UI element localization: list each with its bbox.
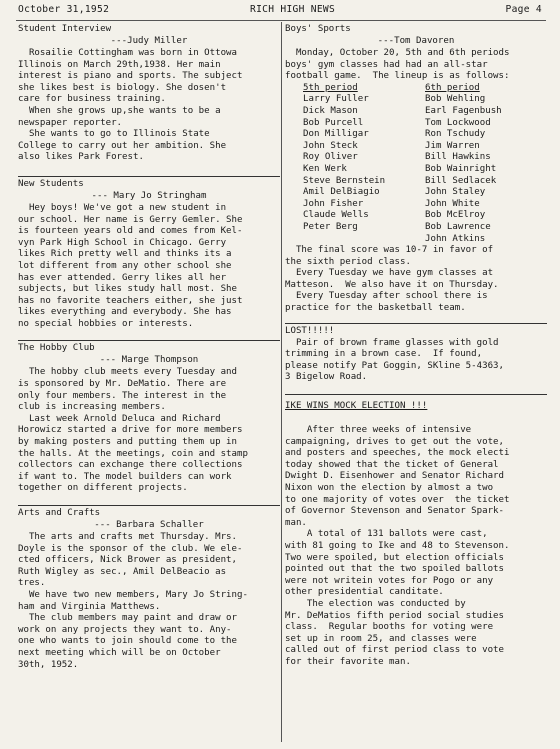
text-line: The club members may paint and draw or <box>18 613 237 624</box>
text-line: please notify Pat Goggin, SKline 5-4363, <box>285 360 504 371</box>
text-line: called out of first period class to vote <box>285 645 504 656</box>
lineup-player-5th: Claude Wells <box>303 210 369 221</box>
header-date: October 31,1952 <box>18 4 110 15</box>
text-line: Every Tuesday we have gym classes at <box>285 268 494 279</box>
article-title: Arts and Crafts <box>18 508 101 518</box>
header-paper-name: RICH HIGH NEWS <box>250 4 336 15</box>
notice-body <box>285 338 547 384</box>
hobby-club-article <box>18 343 280 495</box>
lineup-player-6th: Earl Fagenbush <box>425 105 502 116</box>
text-line: A total of 131 ballots were cast, <box>285 529 488 540</box>
lineup-header-5th: 5th period <box>303 82 358 93</box>
lineup-player-5th: Steve Bernstein <box>303 175 386 186</box>
article-title: Boys' Sports <box>285 24 351 34</box>
text-line: is fourteen years old and comes from Kel- <box>18 226 243 237</box>
lineup-table <box>303 83 547 245</box>
lineup-player-6th: Tom Lockwood <box>425 117 491 128</box>
text-line: cted officers, Nick Brower as president, <box>18 555 237 566</box>
text-line: ham and Virginia Matthews. <box>18 601 161 612</box>
text-line: Dwight D. Eisenhower and Senator Richard <box>285 471 504 482</box>
text-line: Mr. DeMatios fifth period social studies <box>285 610 504 621</box>
text-line: tres. <box>18 578 46 589</box>
text-line: Ruth Wigley as sec., Amil DelBeacio as <box>18 566 227 577</box>
article-outro <box>285 245 547 315</box>
lineup-player-6th: Bill Hawkins <box>425 152 491 163</box>
text-line: After three weeks of intensive <box>285 425 472 436</box>
text-line: campaigning, drives to get out the vote, <box>285 436 504 447</box>
text-line: Horowicz started a drive for more members <box>18 425 243 436</box>
notice-title: LOST!!!!! <box>285 325 335 336</box>
election-article <box>285 401 547 668</box>
text-line: no special hobbies or interests. <box>18 318 194 329</box>
article-body <box>285 425 547 668</box>
text-line: she likes best is biology. She dosen't <box>18 82 227 93</box>
lineup-player-6th: Bill Sedlacek <box>425 175 497 186</box>
text-line: The election was conducted by <box>285 598 466 609</box>
lineup-player-5th: Roy Oliver <box>303 152 358 163</box>
text-line: our school. Her name is Gerry Gemler. She <box>18 214 243 225</box>
left-column <box>18 24 280 671</box>
lineup-player-6th: John White <box>425 198 480 209</box>
article-byline: --- Barbara Schaller <box>94 520 204 530</box>
text-line: by making posters and putting them up in <box>18 437 237 448</box>
lineup-player-5th: Peter Berg <box>303 221 358 232</box>
lineup-player-5th: Amil DelBiagio <box>303 187 380 198</box>
lineup-player-5th: Larry Fuller <box>303 94 369 105</box>
article-byline: ---Tom Davoren <box>377 36 455 46</box>
text-line: Monday, October 20, 5th and 6th periods <box>285 48 510 58</box>
boys-sports-article <box>285 24 547 315</box>
text-line: set up in room 25, and classes were <box>285 633 477 644</box>
text-line: practice for the basketball team. <box>285 303 466 314</box>
text-line: newspaper reporter. <box>18 117 123 128</box>
text-line: likes everything and everybody. She has <box>18 307 232 318</box>
text-line: vyn Park High School in Chicago. Gerry <box>18 237 227 248</box>
text-line: Last week Arnold Deluca and Richard <box>18 413 221 424</box>
text-line: the sixth period class. <box>285 256 411 267</box>
text-line: next meeting which will be on October <box>18 647 221 658</box>
text-line: has ever attended. Gerry likes all her <box>18 272 227 283</box>
lineup-player-5th: Bob Purcell <box>303 117 364 128</box>
article-body <box>18 367 280 495</box>
text-line: Doyle is the sponsor of the club. We ele- <box>18 543 243 554</box>
text-line: Rosailie Cottingham was born in Ottowa <box>18 48 237 58</box>
lineup-player-5th: Don Milligar <box>303 129 369 140</box>
lineup-player-5th <box>303 234 421 246</box>
text-line: She wants to go to Illinois State <box>18 129 210 140</box>
lineup-player-5th: Dick Mason <box>303 105 358 116</box>
text-line: Every Tuesday after school there is <box>285 291 488 302</box>
text-line: and posters and speeches, the mock electi <box>285 448 510 459</box>
lineup-player-6th: Bob Wehling <box>425 94 486 105</box>
text-line: Two were spoiled, but election officials <box>285 552 504 563</box>
text-line: Pair of brown frame glasses with gold <box>285 337 499 348</box>
text-line: one who wants to join should come to the <box>18 636 237 647</box>
header-rule <box>16 20 546 21</box>
arts-crafts-article <box>18 508 280 671</box>
student-interview-article <box>18 24 280 164</box>
article-title: IKE WINS MOCK ELECTION !!! <box>285 401 428 412</box>
article-intro <box>285 48 547 83</box>
text-line: for their favorite man. <box>285 656 411 667</box>
article-body <box>18 48 280 164</box>
section-rule <box>285 394 547 395</box>
article-title: Student Interview <box>18 24 112 34</box>
header-page-number: Page 4 <box>505 4 542 15</box>
lineup-player-5th: John Fisher <box>303 198 364 209</box>
text-line: Matteson. We also have it on Thursday. <box>285 279 499 290</box>
text-line: were not writein votes for Pogo or any <box>285 575 494 586</box>
text-line: has no favorite teachers either, she just <box>18 295 243 306</box>
text-line: work on any projects they want to. Any- <box>18 624 232 635</box>
text-line: interest is piano and sports. The subject <box>18 71 243 82</box>
text-line: subjects, but likes study hall most. She <box>18 284 237 295</box>
text-line: club is increasing members. <box>18 402 166 413</box>
text-line: The final score was 10-7 in favor of <box>285 245 494 256</box>
text-line: the halls. At the meetings, coin and stamp <box>18 448 248 459</box>
article-byline: --- Mary Jo Stringham <box>91 190 207 201</box>
text-line: Illinois on March 29th,1938. Her main <box>18 59 221 70</box>
article-title: New Students <box>18 178 84 189</box>
text-line: collectors can exchange there collections <box>18 460 243 471</box>
text-line: boys' gym classes had had an all-star <box>285 59 488 70</box>
text-line: College to carry out her ambition. She <box>18 140 227 151</box>
text-line: lot different from any other school she <box>18 260 232 271</box>
section-rule <box>18 340 280 341</box>
text-line: other presidential canditate. <box>285 587 444 598</box>
page-header <box>18 4 542 20</box>
right-column <box>285 24 547 669</box>
text-line: today showed that the ticket of General <box>285 459 499 470</box>
lost-notice <box>285 326 547 384</box>
text-line: is sponsored by Mr. DeMatio. There are <box>18 379 227 390</box>
text-line: 3 Bigelow Road. <box>285 372 368 383</box>
text-line: The arts and crafts met Thursday. Mrs. <box>18 532 237 542</box>
lineup-player-5th: Ken Werk <box>303 163 347 174</box>
text-line: only four members. The interest in the <box>18 390 227 401</box>
column-divider <box>281 22 282 742</box>
text-line: We have two new members, Mary Jo String- <box>18 589 248 600</box>
new-students-article <box>18 179 280 331</box>
text-line: with 81 going to Ike and 48 to Stevenson. <box>285 540 510 551</box>
text-line: care for business training. <box>18 94 166 105</box>
article-body <box>18 203 280 331</box>
text-line: football game. The lineup is as follows: <box>285 71 510 82</box>
text-line: class. Regular booths for voting were <box>285 622 494 633</box>
lineup-player-6th: Bob Wainright <box>425 163 497 174</box>
text-line: When she grows up,she wants to be a <box>18 105 221 116</box>
lineup-player-6th: Jim Warren <box>425 140 480 151</box>
article-byline: --- Marge Thompson <box>99 355 199 366</box>
text-line: together on different projects. <box>18 483 188 494</box>
lineup-header-6th: 6th period <box>425 82 480 93</box>
text-line: to one majority of votes over the ticket <box>285 494 510 505</box>
text-line: Hey boys! We've got a new student in <box>18 202 227 213</box>
text-line: likes Rich pretty well and thinks its a <box>18 249 232 260</box>
section-rule <box>18 505 280 506</box>
article-body <box>18 532 280 671</box>
text-line: of Governor Stevenson and Senator Spark- <box>285 506 504 517</box>
section-rule <box>285 323 547 324</box>
article-byline: ---Judy Miller <box>110 36 188 46</box>
article-title: The Hobby Club <box>18 343 95 354</box>
lineup-player-6th: Bob McElroy <box>425 210 486 221</box>
text-line: pointed out that the two spoiled ballots <box>285 564 504 575</box>
text-line: The hobby club meets every Tuesday and <box>18 367 237 378</box>
lineup-player-6th: Bob Lawrence <box>425 221 491 232</box>
section-rule <box>18 176 280 177</box>
lineup-player-6th: John Staley <box>425 187 486 198</box>
text-line: if want to. The model builders can work <box>18 471 232 482</box>
text-line: trimming in a brown case. If found, <box>285 349 483 360</box>
text-line: also likes Park Forest. <box>18 152 144 163</box>
lineup-player-6th: John Atkins <box>425 233 486 244</box>
text-line: man. <box>285 517 307 528</box>
lineup-player-6th: Ron Tschudy <box>425 129 486 140</box>
text-line: 30th, 1952. <box>18 659 79 670</box>
lineup-player-5th: John Steck <box>303 140 358 151</box>
text-line: Nixon won the election by almost a two <box>285 483 494 493</box>
